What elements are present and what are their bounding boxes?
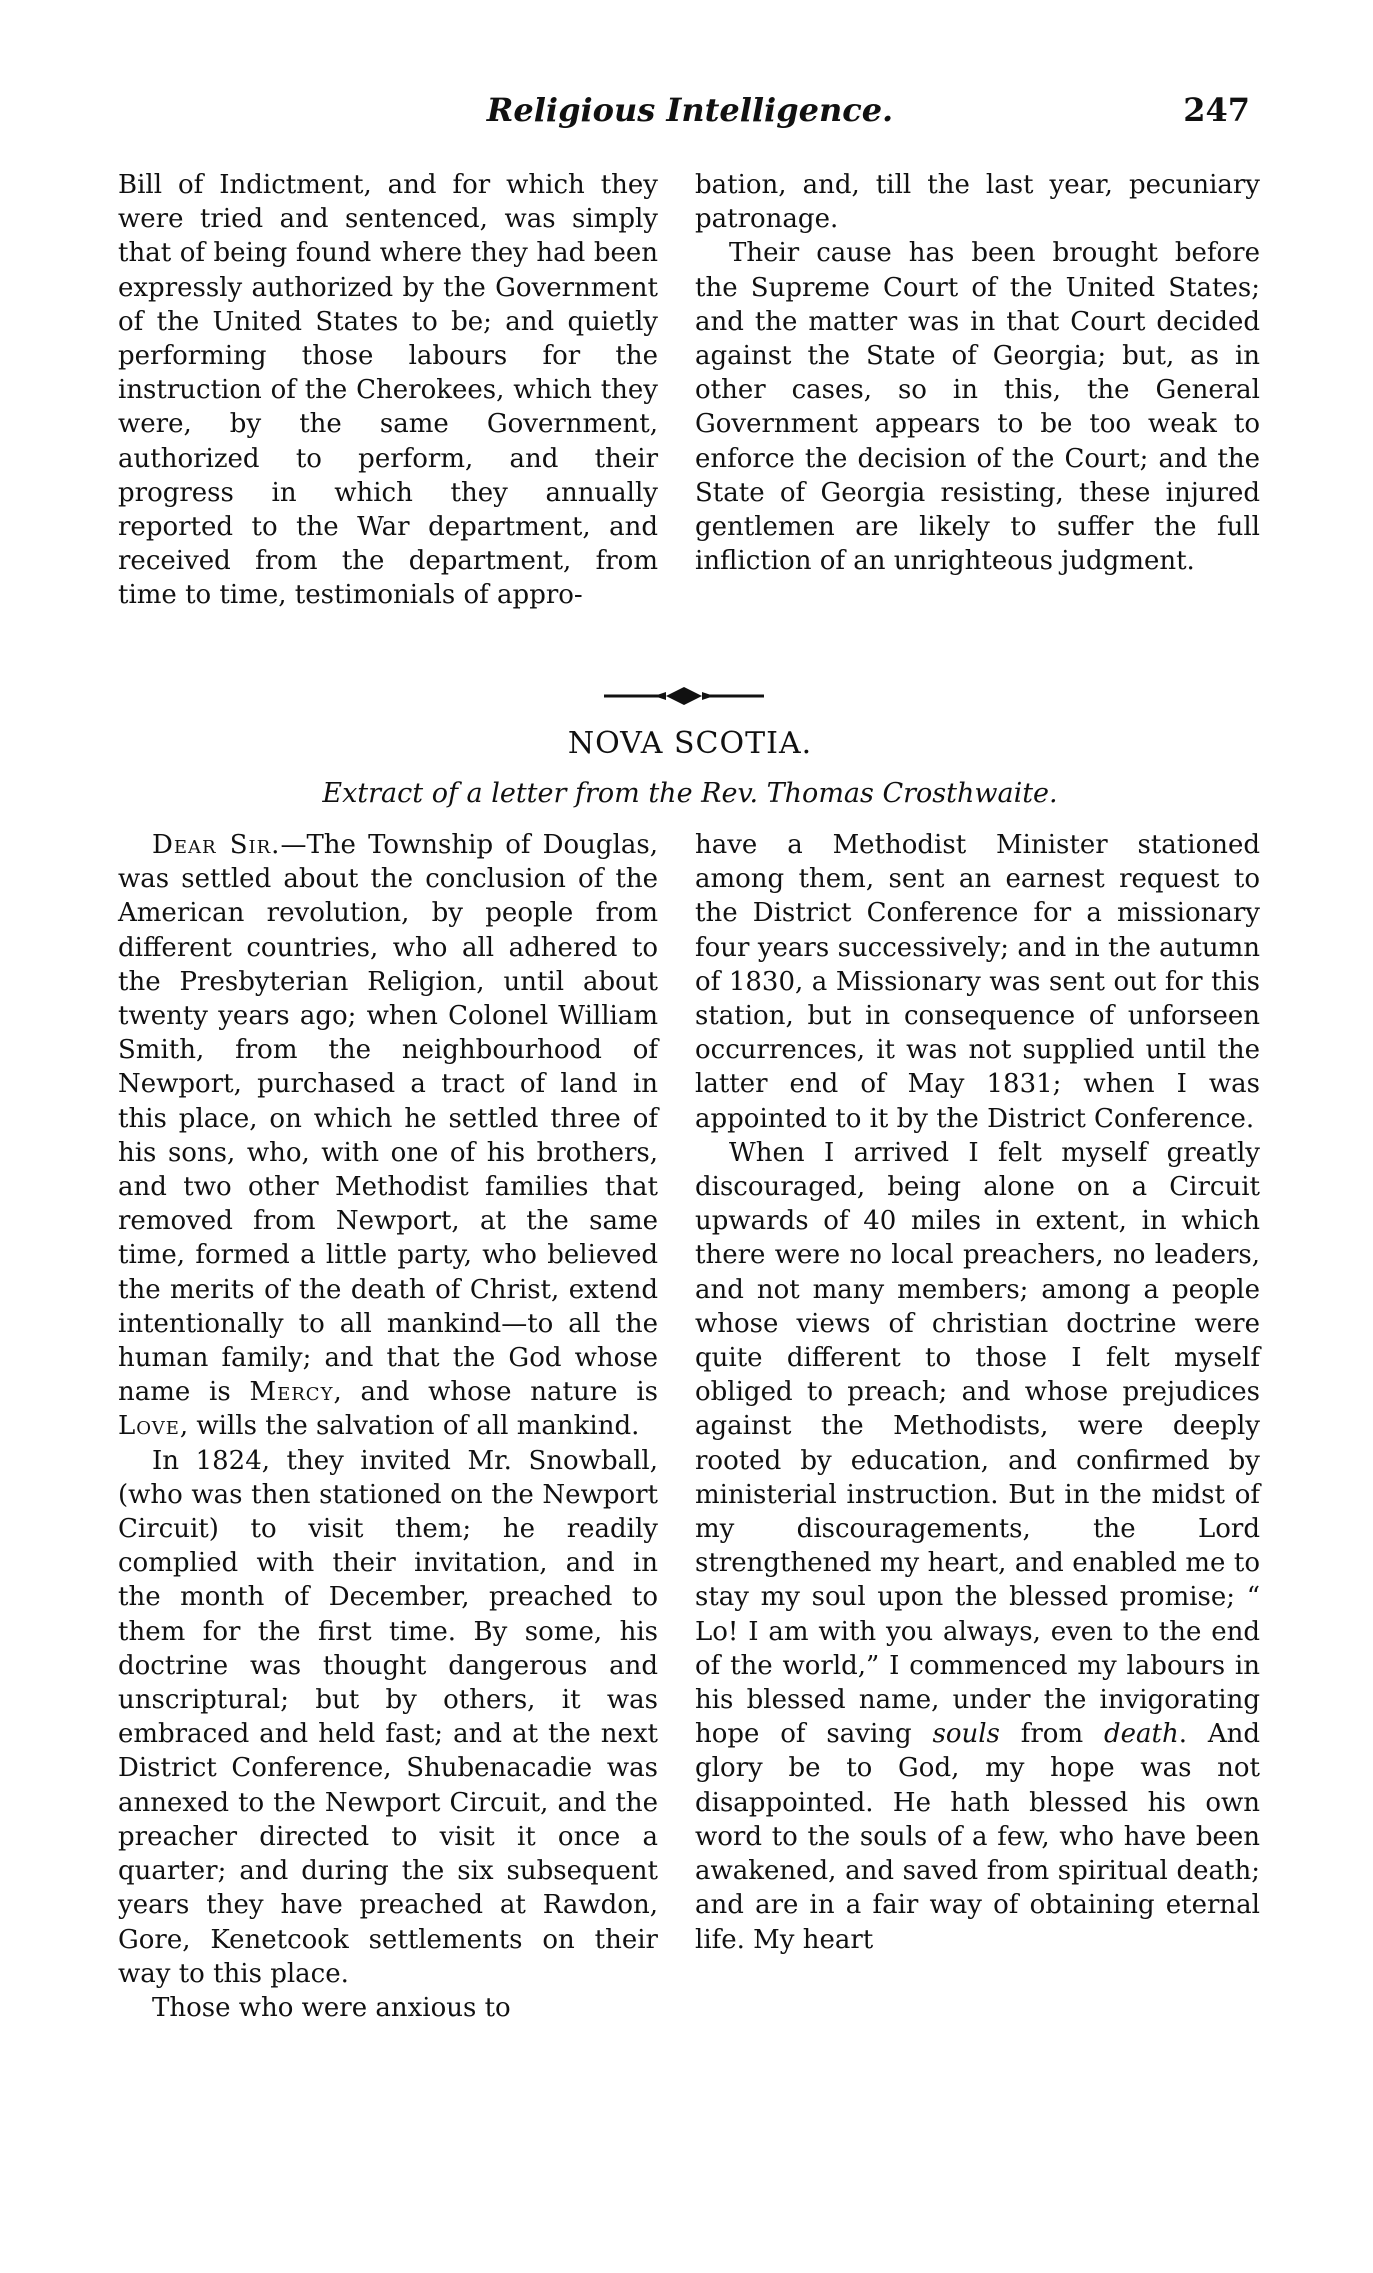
text-run: from: [999, 1719, 1104, 1750]
paragraph: bation, and, till the last year, pecuniary patronage.: [695, 170, 1260, 235]
top-right-column: [695, 168, 1260, 578]
top-left-column: [118, 168, 658, 613]
running-title: Religious Intelligence.: [486, 91, 894, 129]
text-run: . And glory be to God, my hope was not disappointed. He hath blessed his own word to the souls of a few, who have been awakened, and saved from spiritual death; and are in a fair way of obtaining eternal life. My heart: [695, 1719, 1260, 1955]
paragraph: Those who were anxious to: [152, 1992, 511, 2023]
page-number: 247: [1183, 91, 1250, 129]
text-run: , wills the salvation of all mankind.: [179, 1411, 640, 1442]
death-word: death: [1103, 1719, 1179, 1750]
running-head: [120, 80, 1260, 140]
ornament-divider: [604, 684, 764, 708]
letter-caption: Extract of a letter from the Rev. Thomas Crosthwaite.: [322, 778, 1058, 809]
text-run: , and whose nature is: [333, 1377, 658, 1408]
souls-word: souls: [932, 1719, 1000, 1750]
bottom-right-column: [695, 828, 1260, 1957]
bottom-left-column: [118, 828, 658, 2025]
paragraph: In 1824, they invited Mr. Snowball, (who was then stationed on the Newport Circuit) to visit them; he readily complied with their invitation, and in the month of December, preached to them for the first time. By some, his doctrine was thought dangerous and unscriptural; but by others, it was embraced and held fast; and at the next District Conference, Shubenacadie was annexed to the Newport Circuit, and the preacher directed to visit it once a quarter; and during the six subsequent years they have preached at Rawdon, Gore, Kenetcook settlements on their way to this place.: [118, 1445, 658, 1989]
paragraph: [118, 828, 658, 1444]
paragraph: Their cause has been brought before the Supreme Court of the United States; and the matter was in that Court decided against the State of Georgia; but, as in other cases, so in this, the General Government appears to be too weak to enforce the decision of the Court; and the State of Georgia resisting, these injured gentlemen are likely to suffer the full infliction of an unrighteous judgment.: [695, 238, 1260, 577]
paragraph: have a Methodist Minister stationed among them, sent an earnest request to the District Conference for a missionary four years successively; and in the autumn of 1830, a Missionary was sent out for this station, but in consequence of unforseen occurrences, it was not supplied until the latter end of May 1831; when I was appointed to it by the District Conference.: [695, 830, 1260, 1134]
love-word: Love: [118, 1411, 180, 1442]
mercy-word: Mercy: [249, 1377, 334, 1408]
paragraph: [695, 1136, 1260, 1957]
paragraph: Bill of Indictment, and for which they were tried and sentenced, was simply that of being found where they had been expressly authorized by the Government of the United States to be; and quietly performing those labours for the instruction of the Cherokees, which they were, by the same Government, authorized to perform, and their progress in which they annually reported to the War department, and received from the department, from time to time, testimonials of appro-: [118, 170, 658, 611]
text-run: —The Township of Douglas, was settled about the conclusion of the American revolution, by people from different countries, who all adhered to the Presbyterian Religion, until about twenty years ago; when Colonel William Smith, from the neighbourhood of Newport, purchased a tract of land in this place, on which he settled three of his sons, who, with one of his brothers, and two other Methodist families that removed from Newport, at the same time, formed a little party, who believed the merits of the death of Christ, extend intentionally to all mankind—to all the human family; and that the God whose name is: [118, 830, 658, 1408]
text-run: When I arrived I felt myself greatly discouraged, being alone on a Circuit upwards of 40 miles in extent, in which there were no local preachers, no leaders, and not many members; among a people whose views of christian doctrine were quite different to those I felt myself obliged to preach; and whose prejudices against the Methodists, were deeply rooted by education, and confirmed by ministerial instruction. But in the midst of my discouragements, the Lord strengthened my heart, and enabled me to stay my soul upon the blessed promise; “ Lo! I am with you always, even to the end of the world,” I commenced my labours in his blessed name, under the invigorating hope of saving: [695, 1137, 1260, 1750]
section-heading: NOVA SCOTIA.: [567, 726, 813, 761]
salutation: Dear Sir.: [152, 830, 281, 860]
